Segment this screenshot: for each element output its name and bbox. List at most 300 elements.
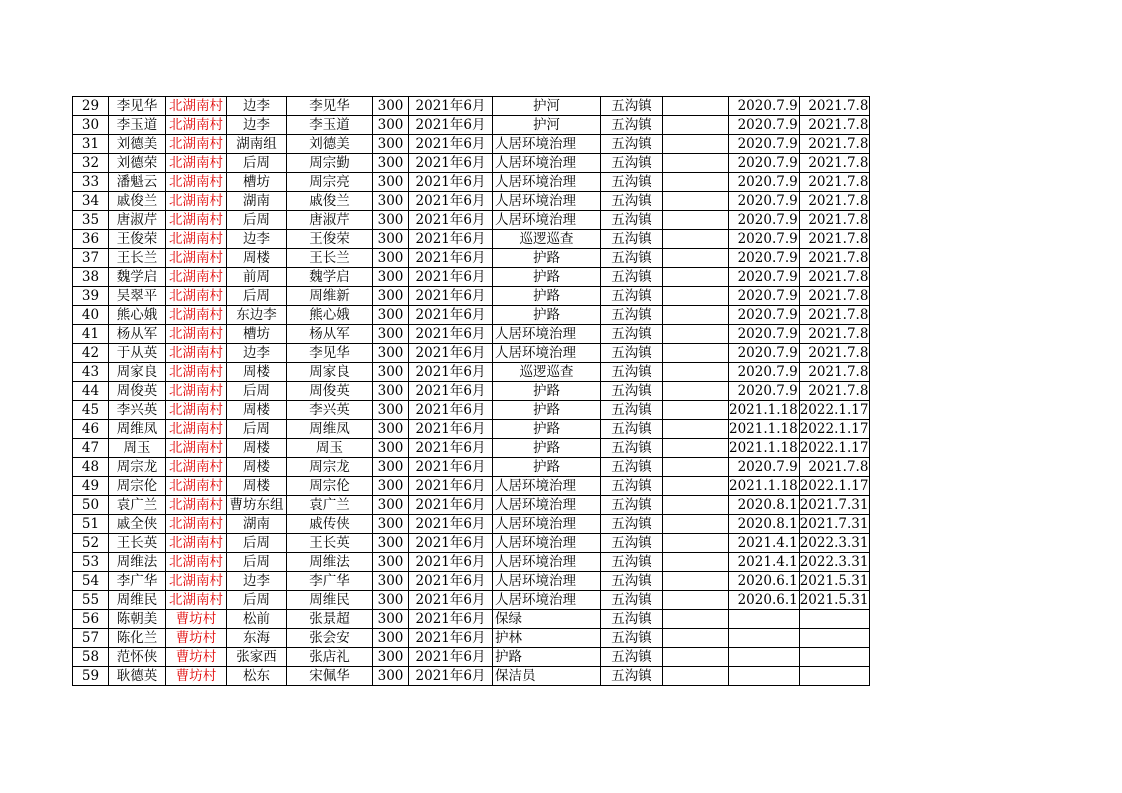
group-cell[interactable]: 周楼 [227,249,287,268]
town-cell[interactable]: 五沟镇 [601,439,663,458]
start-date-cell[interactable]: 2020.7.9 [729,230,800,249]
town-cell[interactable]: 五沟镇 [601,591,663,610]
group-cell[interactable]: 槽坊 [227,325,287,344]
name-cell[interactable]: 周维法 [109,553,166,572]
month-cell[interactable]: 2021年6月 [409,97,493,116]
amount-cell[interactable]: 300 [373,477,409,496]
month-cell[interactable]: 2021年6月 [409,287,493,306]
group-cell[interactable]: 后周 [227,382,287,401]
payee-cell[interactable]: 刘德美 [287,135,373,154]
duty-cell[interactable]: 护路 [493,306,601,325]
duty-cell[interactable]: 人居环境治理 [493,173,601,192]
name-cell[interactable]: 王长兰 [109,249,166,268]
payee-cell[interactable]: 熊心娥 [287,306,373,325]
blank-cell[interactable] [663,230,729,249]
amount-cell[interactable]: 300 [373,135,409,154]
duty-cell[interactable]: 人居环境治理 [493,211,601,230]
duty-cell[interactable]: 护河 [493,116,601,135]
start-date-cell[interactable]: 2021.4.1 [729,534,800,553]
payee-cell[interactable]: 周家良 [287,363,373,382]
payee-cell[interactable]: 魏学启 [287,268,373,287]
duty-cell[interactable]: 人居环境治理 [493,553,601,572]
row-number[interactable]: 33 [73,173,109,192]
blank-cell[interactable] [663,211,729,230]
village-cell[interactable]: 北湖南村 [166,249,227,268]
name-cell[interactable]: 李玉道 [109,116,166,135]
row-number[interactable]: 43 [73,363,109,382]
start-date-cell[interactable]: 2020.7.9 [729,192,800,211]
amount-cell[interactable]: 300 [373,420,409,439]
village-cell[interactable]: 北湖南村 [166,325,227,344]
town-cell[interactable]: 五沟镇 [601,268,663,287]
blank-cell[interactable] [663,173,729,192]
end-date-cell[interactable] [799,629,870,648]
month-cell[interactable]: 2021年6月 [409,344,493,363]
amount-cell[interactable]: 300 [373,211,409,230]
start-date-cell[interactable]: 2020.7.9 [729,325,800,344]
duty-cell[interactable]: 护路 [493,458,601,477]
town-cell[interactable]: 五沟镇 [601,173,663,192]
payee-cell[interactable]: 周维法 [287,553,373,572]
duty-cell[interactable]: 人居环境治理 [493,325,601,344]
amount-cell[interactable]: 300 [373,154,409,173]
payee-cell[interactable]: 周维凤 [287,420,373,439]
end-date-cell[interactable]: 2021.7.31 [799,516,869,532]
village-cell[interactable]: 北湖南村 [166,287,227,306]
month-cell[interactable]: 2021年6月 [409,116,493,135]
amount-cell[interactable]: 300 [373,439,409,458]
group-cell[interactable]: 周楼 [227,477,287,496]
village-cell[interactable]: 北湖南村 [166,211,227,230]
town-cell[interactable]: 五沟镇 [601,97,663,116]
blank-cell[interactable] [663,192,729,211]
blank-cell[interactable] [663,496,729,515]
month-cell[interactable]: 2021年6月 [409,496,493,515]
amount-cell[interactable]: 300 [373,344,409,363]
amount-cell[interactable]: 300 [373,268,409,287]
month-cell[interactable]: 2021年6月 [409,515,493,534]
group-cell[interactable]: 东边李 [227,306,287,325]
duty-cell[interactable]: 人居环境治理 [493,534,601,553]
duty-cell[interactable]: 人居环境治理 [493,135,601,154]
duty-cell[interactable]: 护路 [493,439,601,458]
amount-cell[interactable]: 300 [373,192,409,211]
end-date-cell[interactable]: 2021.7.8 [799,97,870,116]
start-date-cell[interactable]: 2020.7.9 [729,154,800,173]
name-cell[interactable]: 李兴英 [109,401,166,420]
town-cell[interactable]: 五沟镇 [601,363,663,382]
name-cell[interactable]: 吴翠平 [109,287,166,306]
row-number[interactable]: 49 [73,477,109,496]
name-cell[interactable]: 李见华 [109,97,166,116]
blank-cell[interactable] [663,420,729,439]
row-number[interactable]: 55 [73,591,109,610]
row-number[interactable]: 29 [73,97,109,116]
town-cell[interactable]: 五沟镇 [601,458,663,477]
name-cell[interactable]: 陈化兰 [109,629,166,648]
name-cell[interactable]: 周俊英 [109,382,166,401]
payee-cell[interactable]: 李见华 [287,344,373,363]
blank-cell[interactable] [663,97,729,116]
town-cell[interactable]: 五沟镇 [601,667,663,686]
start-date-cell[interactable]: 2020.7.9 [729,344,800,363]
blank-cell[interactable] [663,667,729,686]
duty-cell[interactable]: 人居环境治理 [493,154,601,173]
month-cell[interactable]: 2021年6月 [409,629,493,648]
end-date-cell[interactable]: 2021.7.8 [799,230,870,249]
name-cell[interactable]: 魏学启 [109,268,166,287]
town-cell[interactable]: 五沟镇 [601,477,663,496]
duty-cell[interactable]: 人居环境治理 [493,496,601,515]
start-date-cell[interactable]: 2021.4.1 [729,553,800,572]
row-number[interactable]: 53 [73,553,109,572]
row-number[interactable]: 37 [73,249,109,268]
end-date-cell[interactable]: 2022.1.17 [799,402,869,418]
duty-cell[interactable]: 巡逻巡查 [493,363,601,382]
end-date-cell[interactable]: 2021.5.31 [799,592,869,608]
town-cell[interactable]: 五沟镇 [601,154,663,173]
blank-cell[interactable] [663,382,729,401]
blank-cell[interactable] [663,135,729,154]
month-cell[interactable]: 2021年6月 [409,306,493,325]
name-cell[interactable]: 周宗伦 [109,477,166,496]
row-number[interactable]: 52 [73,534,109,553]
blank-cell[interactable] [663,306,729,325]
group-cell[interactable]: 边李 [227,97,287,116]
village-cell[interactable]: 北湖南村 [166,553,227,572]
group-cell[interactable]: 后周 [227,534,287,553]
name-cell[interactable]: 刘德荣 [109,154,166,173]
duty-cell[interactable]: 护路 [493,287,601,306]
start-date-cell[interactable]: 2020.7.9 [729,363,800,382]
town-cell[interactable]: 五沟镇 [601,553,663,572]
village-cell[interactable]: 北湖南村 [166,192,227,211]
group-cell[interactable]: 后周 [227,211,287,230]
blank-cell[interactable] [663,534,729,553]
end-date-cell[interactable]: 2021.7.8 [799,154,870,173]
amount-cell[interactable]: 300 [373,230,409,249]
blank-cell[interactable] [663,553,729,572]
village-cell[interactable]: 北湖南村 [166,173,227,192]
duty-cell[interactable]: 人居环境治理 [493,477,601,496]
amount-cell[interactable]: 300 [373,287,409,306]
name-cell[interactable]: 唐淑芹 [109,211,166,230]
group-cell[interactable]: 边李 [227,344,287,363]
amount-cell[interactable]: 300 [373,610,409,629]
amount-cell[interactable]: 300 [373,249,409,268]
payee-cell[interactable]: 周宗龙 [287,458,373,477]
start-date-cell[interactable]: 2020.7.9 [729,211,800,230]
amount-cell[interactable]: 300 [373,534,409,553]
row-number[interactable]: 32 [73,154,109,173]
month-cell[interactable]: 2021年6月 [409,591,493,610]
start-date-cell[interactable]: 2020.7.9 [729,306,800,325]
village-cell[interactable]: 北湖南村 [166,268,227,287]
town-cell[interactable]: 五沟镇 [601,344,663,363]
row-number[interactable]: 44 [73,382,109,401]
duty-cell[interactable]: 护路 [493,420,601,439]
month-cell[interactable]: 2021年6月 [409,382,493,401]
name-cell[interactable]: 杨从军 [109,325,166,344]
village-cell[interactable]: 北湖南村 [166,420,227,439]
group-cell[interactable]: 周楼 [227,439,287,458]
amount-cell[interactable]: 300 [373,572,409,591]
month-cell[interactable]: 2021年6月 [409,268,493,287]
payee-cell[interactable]: 李广华 [287,572,373,591]
name-cell[interactable]: 于从英 [109,344,166,363]
town-cell[interactable]: 五沟镇 [601,249,663,268]
amount-cell[interactable]: 300 [373,648,409,667]
amount-cell[interactable]: 300 [373,496,409,515]
start-date-cell[interactable]: 2021.1.18 [729,440,798,456]
row-number[interactable]: 31 [73,135,109,154]
village-cell[interactable]: 曹坊村 [166,629,227,648]
town-cell[interactable]: 五沟镇 [601,572,663,591]
village-cell[interactable]: 曹坊村 [166,610,227,629]
blank-cell[interactable] [663,591,729,610]
name-cell[interactable]: 周宗龙 [109,458,166,477]
blank-cell[interactable] [663,515,729,534]
name-cell[interactable]: 周维民 [109,591,166,610]
blank-cell[interactable] [663,401,729,420]
amount-cell[interactable]: 300 [373,553,409,572]
start-date-cell[interactable] [729,610,800,629]
end-date-cell[interactable]: 2021.7.8 [799,116,870,135]
month-cell[interactable]: 2021年6月 [409,534,493,553]
end-date-cell[interactable]: 2021.7.8 [799,249,870,268]
village-cell[interactable]: 北湖南村 [166,116,227,135]
village-cell[interactable]: 北湖南村 [166,135,227,154]
month-cell[interactable]: 2021年6月 [409,135,493,154]
duty-cell[interactable]: 巡逻巡查 [493,230,601,249]
name-cell[interactable]: 熊心娥 [109,306,166,325]
group-cell[interactable]: 松东 [227,667,287,686]
group-cell[interactable]: 周楼 [227,401,287,420]
payee-cell[interactable]: 王长英 [287,534,373,553]
name-cell[interactable]: 戚俊兰 [109,192,166,211]
payee-cell[interactable]: 周宗勤 [287,154,373,173]
village-cell[interactable]: 北湖南村 [166,458,227,477]
group-cell[interactable]: 周楼 [227,363,287,382]
payee-cell[interactable]: 戚传侠 [287,515,373,534]
amount-cell[interactable]: 300 [373,306,409,325]
month-cell[interactable]: 2021年6月 [409,249,493,268]
village-cell[interactable]: 北湖南村 [166,401,227,420]
end-date-cell[interactable]: 2021.7.8 [799,173,870,192]
end-date-cell[interactable] [799,610,870,629]
start-date-cell[interactable]: 2020.6.1 [729,591,800,610]
amount-cell[interactable]: 300 [373,401,409,420]
end-date-cell[interactable]: 2022.1.17 [799,440,869,456]
blank-cell[interactable] [663,610,729,629]
end-date-cell[interactable]: 2021.7.8 [799,458,870,477]
row-number[interactable]: 38 [73,268,109,287]
month-cell[interactable]: 2021年6月 [409,420,493,439]
town-cell[interactable]: 五沟镇 [601,648,663,667]
name-cell[interactable]: 陈朝美 [109,610,166,629]
month-cell[interactable]: 2021年6月 [409,401,493,420]
blank-cell[interactable] [663,116,729,135]
town-cell[interactable]: 五沟镇 [601,116,663,135]
row-number[interactable]: 57 [73,629,109,648]
town-cell[interactable]: 五沟镇 [601,610,663,629]
payee-cell[interactable]: 王长兰 [287,249,373,268]
name-cell[interactable]: 戚全侠 [109,515,166,534]
end-date-cell[interactable]: 2021.5.31 [799,573,869,589]
duty-cell[interactable]: 护路 [493,268,601,287]
start-date-cell[interactable]: 2020.7.9 [729,268,800,287]
row-number[interactable]: 34 [73,192,109,211]
payee-cell[interactable]: 李兴英 [287,401,373,420]
town-cell[interactable]: 五沟镇 [601,230,663,249]
town-cell[interactable]: 五沟镇 [601,401,663,420]
group-cell[interactable]: 松前 [227,610,287,629]
payee-cell[interactable]: 张景超 [287,610,373,629]
village-cell[interactable]: 北湖南村 [166,534,227,553]
town-cell[interactable]: 五沟镇 [601,534,663,553]
amount-cell[interactable]: 300 [373,97,409,116]
blank-cell[interactable] [663,629,729,648]
amount-cell[interactable]: 300 [373,325,409,344]
payee-cell[interactable]: 杨从军 [287,325,373,344]
duty-cell[interactable]: 护河 [493,97,601,116]
name-cell[interactable]: 周玉 [109,439,166,458]
town-cell[interactable]: 五沟镇 [601,496,663,515]
village-cell[interactable]: 北湖南村 [166,496,227,515]
town-cell[interactable]: 五沟镇 [601,515,663,534]
month-cell[interactable]: 2021年6月 [409,154,493,173]
row-number[interactable]: 40 [73,306,109,325]
amount-cell[interactable]: 300 [373,458,409,477]
start-date-cell[interactable]: 2020.7.9 [729,173,800,192]
payee-cell[interactable]: 袁广兰 [287,496,373,515]
duty-cell[interactable]: 保绿 [493,610,601,629]
group-cell[interactable]: 前周 [227,268,287,287]
group-cell[interactable]: 湖南组 [227,135,287,154]
start-date-cell[interactable] [729,667,800,686]
group-cell[interactable]: 周楼 [227,458,287,477]
duty-cell[interactable]: 护路 [493,249,601,268]
village-cell[interactable]: 北湖南村 [166,477,227,496]
month-cell[interactable]: 2021年6月 [409,173,493,192]
end-date-cell[interactable]: 2021.7.31 [799,497,869,513]
group-cell[interactable]: 槽坊 [227,173,287,192]
group-cell[interactable]: 边李 [227,116,287,135]
town-cell[interactable]: 五沟镇 [601,420,663,439]
group-cell[interactable]: 后周 [227,154,287,173]
duty-cell[interactable]: 护路 [493,382,601,401]
village-cell[interactable]: 曹坊村 [166,667,227,686]
group-cell[interactable]: 东海 [227,629,287,648]
end-date-cell[interactable]: 2021.7.8 [799,135,870,154]
start-date-cell[interactable]: 2020.7.9 [729,458,800,477]
group-cell[interactable]: 后周 [227,591,287,610]
payee-cell[interactable]: 周俊英 [287,382,373,401]
start-date-cell[interactable]: 2020.7.9 [729,382,800,401]
village-cell[interactable]: 北湖南村 [166,572,227,591]
village-cell[interactable]: 北湖南村 [166,515,227,534]
month-cell[interactable]: 2021年6月 [409,230,493,249]
amount-cell[interactable]: 300 [373,116,409,135]
village-cell[interactable]: 北湖南村 [166,306,227,325]
town-cell[interactable]: 五沟镇 [601,287,663,306]
start-date-cell[interactable]: 2020.7.9 [729,249,800,268]
row-number[interactable]: 59 [73,667,109,686]
end-date-cell[interactable]: 2021.7.8 [799,363,870,382]
payee-cell[interactable]: 周玉 [287,439,373,458]
town-cell[interactable]: 五沟镇 [601,325,663,344]
month-cell[interactable]: 2021年6月 [409,610,493,629]
end-date-cell[interactable]: 2021.7.8 [799,192,870,211]
payee-cell[interactable]: 周宗伦 [287,477,373,496]
row-number[interactable]: 50 [73,496,109,515]
village-cell[interactable]: 北湖南村 [166,97,227,116]
month-cell[interactable]: 2021年6月 [409,553,493,572]
village-cell[interactable]: 北湖南村 [166,344,227,363]
village-cell[interactable]: 北湖南村 [166,230,227,249]
end-date-cell[interactable]: 2021.7.8 [799,211,870,230]
month-cell[interactable]: 2021年6月 [409,439,493,458]
end-date-cell[interactable] [799,667,870,686]
village-cell[interactable]: 北湖南村 [166,439,227,458]
town-cell[interactable]: 五沟镇 [601,192,663,211]
start-date-cell[interactable]: 2021.1.18 [729,421,798,437]
duty-cell[interactable]: 人居环境治理 [493,192,601,211]
end-date-cell[interactable]: 2021.7.8 [799,287,870,306]
payee-cell[interactable]: 李见华 [287,97,373,116]
name-cell[interactable]: 李广华 [109,572,166,591]
payee-cell[interactable]: 戚俊兰 [287,192,373,211]
blank-cell[interactable] [663,439,729,458]
village-cell[interactable]: 北湖南村 [166,363,227,382]
duty-cell[interactable]: 保洁员 [493,667,601,686]
town-cell[interactable]: 五沟镇 [601,306,663,325]
group-cell[interactable]: 湖南 [227,192,287,211]
end-date-cell[interactable]: 2021.7.8 [799,382,870,401]
name-cell[interactable]: 潘魁云 [109,173,166,192]
row-number[interactable]: 30 [73,116,109,135]
name-cell[interactable]: 王长英 [109,534,166,553]
end-date-cell[interactable]: 2022.3.31 [799,554,869,570]
town-cell[interactable]: 五沟镇 [601,382,663,401]
end-date-cell[interactable]: 2021.7.8 [799,306,870,325]
blank-cell[interactable] [663,287,729,306]
blank-cell[interactable] [663,363,729,382]
group-cell[interactable]: 后周 [227,553,287,572]
start-date-cell[interactable]: 2020.7.9 [729,287,800,306]
group-cell[interactable]: 边李 [227,230,287,249]
end-date-cell[interactable]: 2021.7.8 [799,344,870,363]
end-date-cell[interactable]: 2021.7.8 [799,325,870,344]
start-date-cell[interactable]: 2020.7.9 [729,97,800,116]
duty-cell[interactable]: 护林 [493,629,601,648]
end-date-cell[interactable]: 2021.7.8 [799,268,870,287]
name-cell[interactable]: 耿德英 [109,667,166,686]
group-cell[interactable]: 湖南 [227,515,287,534]
payee-cell[interactable]: 王俊荣 [287,230,373,249]
name-cell[interactable]: 周维凤 [109,420,166,439]
row-number[interactable]: 36 [73,230,109,249]
row-number[interactable]: 47 [73,439,109,458]
amount-cell[interactable]: 300 [373,363,409,382]
blank-cell[interactable] [663,458,729,477]
blank-cell[interactable] [663,249,729,268]
village-cell[interactable]: 北湖南村 [166,382,227,401]
group-cell[interactable]: 张家西 [227,648,287,667]
row-number[interactable]: 45 [73,401,109,420]
month-cell[interactable]: 2021年6月 [409,363,493,382]
town-cell[interactable]: 五沟镇 [601,211,663,230]
